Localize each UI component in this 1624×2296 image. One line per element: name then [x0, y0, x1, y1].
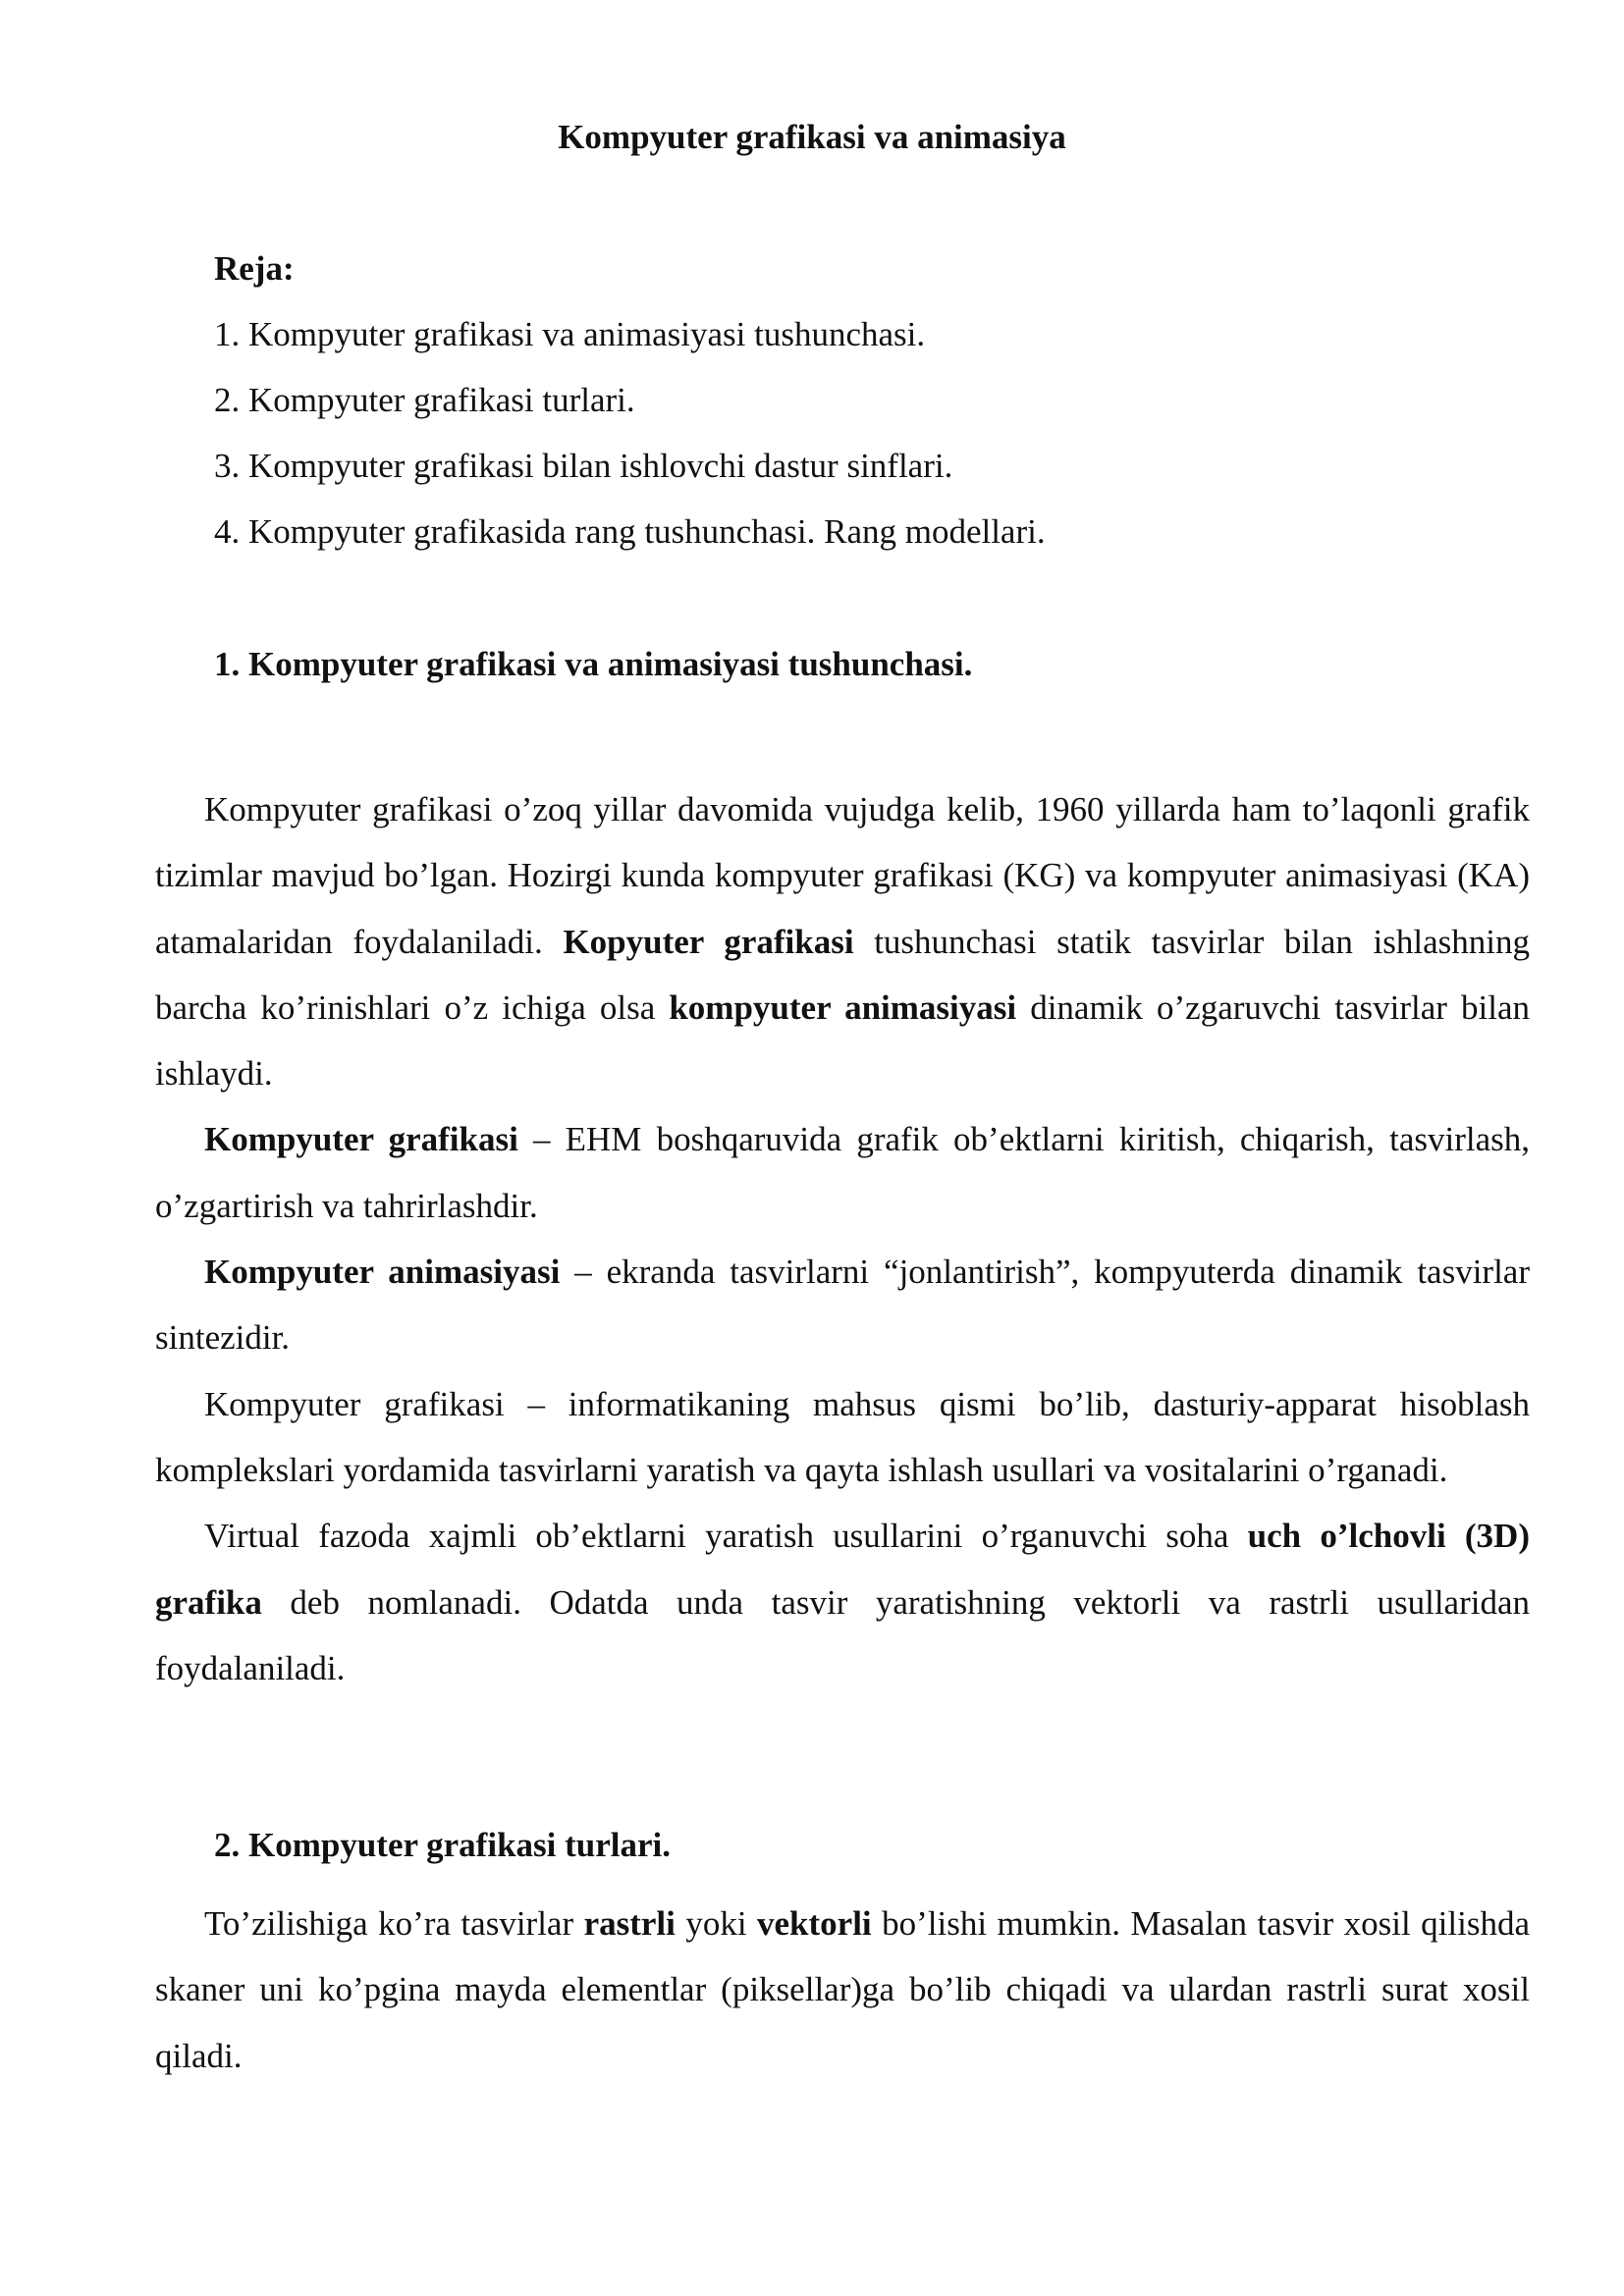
document-title: Kompyuter grafikasi va animasiya [558, 118, 1066, 156]
text-run: Kompyuter grafikasi – informatikaning mahsus qismi bo’lib, dasturiy-apparat hisoblash komplekslari yordamida tasvirlarni yaratish va qayta ishlash usullari va vositalarini o’rganadi. [155, 1384, 1530, 1489]
bold-term: Kompyuter grafikasi [204, 1120, 518, 1159]
bold-term: Kopyuter grafikasi [563, 922, 854, 961]
bold-term: kompyuter animasiyasi [669, 988, 1017, 1027]
paragraph [155, 1891, 1530, 2089]
paragraph [155, 1106, 1530, 1239]
plan-list [214, 313, 1046, 554]
plan-section [214, 247, 1046, 576]
paragraph [155, 1503, 1530, 1701]
plan-item: 3. Kompyuter grafikasi bilan ishlovchi dastur sinflari. [214, 447, 953, 485]
bold-term: rastrli [583, 1904, 676, 1943]
text-run: – EHM boshqaruvida grafik ob’ektlarni kiritish, chiqarish, tasvirlash, o’zgartirish va tahrirlashdir. [155, 1120, 1530, 1225]
text-run: deb nomlanadi. Odatda unda tasvir yaratishning vektorli va rastrli usullaridan foydalaniladi. [155, 1582, 1530, 1687]
text-run: To’zilishiga ko’ra tasvirlar [204, 1904, 584, 1943]
text-run: tushunchasi statik tasvirlar bilan ishlashning barcha ko’rinishlari o’z ichiga olsa [155, 922, 1530, 1027]
text-run: yoki [675, 1904, 758, 1943]
section-1-heading: 1. Kompyuter grafikasi va animasiyasi tushunchasi. [214, 645, 973, 683]
plan-item: 4. Kompyuter grafikasida rang tushunchasi. Rang modellari. [214, 512, 1046, 551]
text-run: Virtual fazoda xajmli ob’ektlarni yaratish usullarini o’rganuvchi soha [204, 1517, 1248, 1556]
text-run: Kompyuter grafikasi o’zoq yillar davomida vujudga kelib, 1960 yillarda ham to’laqonli grafik tizimlar mavjud bo’lgan. Hozirgi kunda kompyuter grafikasi (KG) va kompyuter animasiyasi (KA) atamalaridan foydalaniladi. [155, 790, 1530, 961]
section-2-body [155, 1891, 1530, 2089]
paragraph [155, 1239, 1530, 1371]
paragraph [155, 776, 1530, 1106]
section-1-body [155, 776, 1530, 1701]
text-run: dinamik o’zgaruvchi tasvirlar bilan ishlaydi. [155, 988, 1530, 1094]
bold-term: uch o’lchovli (3D) grafika [155, 1517, 1530, 1622]
paragraph [155, 1371, 1530, 1504]
section-2-heading: 2. Kompyuter grafikasi turlari. [214, 1826, 672, 1864]
plan-item: 2. Kompyuter grafikasi turlari. [214, 381, 635, 419]
plan-heading: Reja: [214, 249, 295, 288]
text-run: – ekranda tasvirlarni “jonlantirish”, kompyuterda dinamik tasvirlar sintezidir. [155, 1253, 1530, 1358]
plan-item: 1. Kompyuter grafikasi va animasiyasi tushunchasi. [214, 315, 926, 353]
bold-term: Kompyuter animasiyasi [204, 1253, 561, 1292]
text-run: bo’lishi mumkin. Masalan tasvir xosil qilishda skaner uni ko’pgina mayda elementlar (piksellar)ga bo’lib chiqadi va ulardan rastrli surat xosil qiladi. [155, 1904, 1530, 2075]
bold-term: vektorli [757, 1904, 872, 1943]
